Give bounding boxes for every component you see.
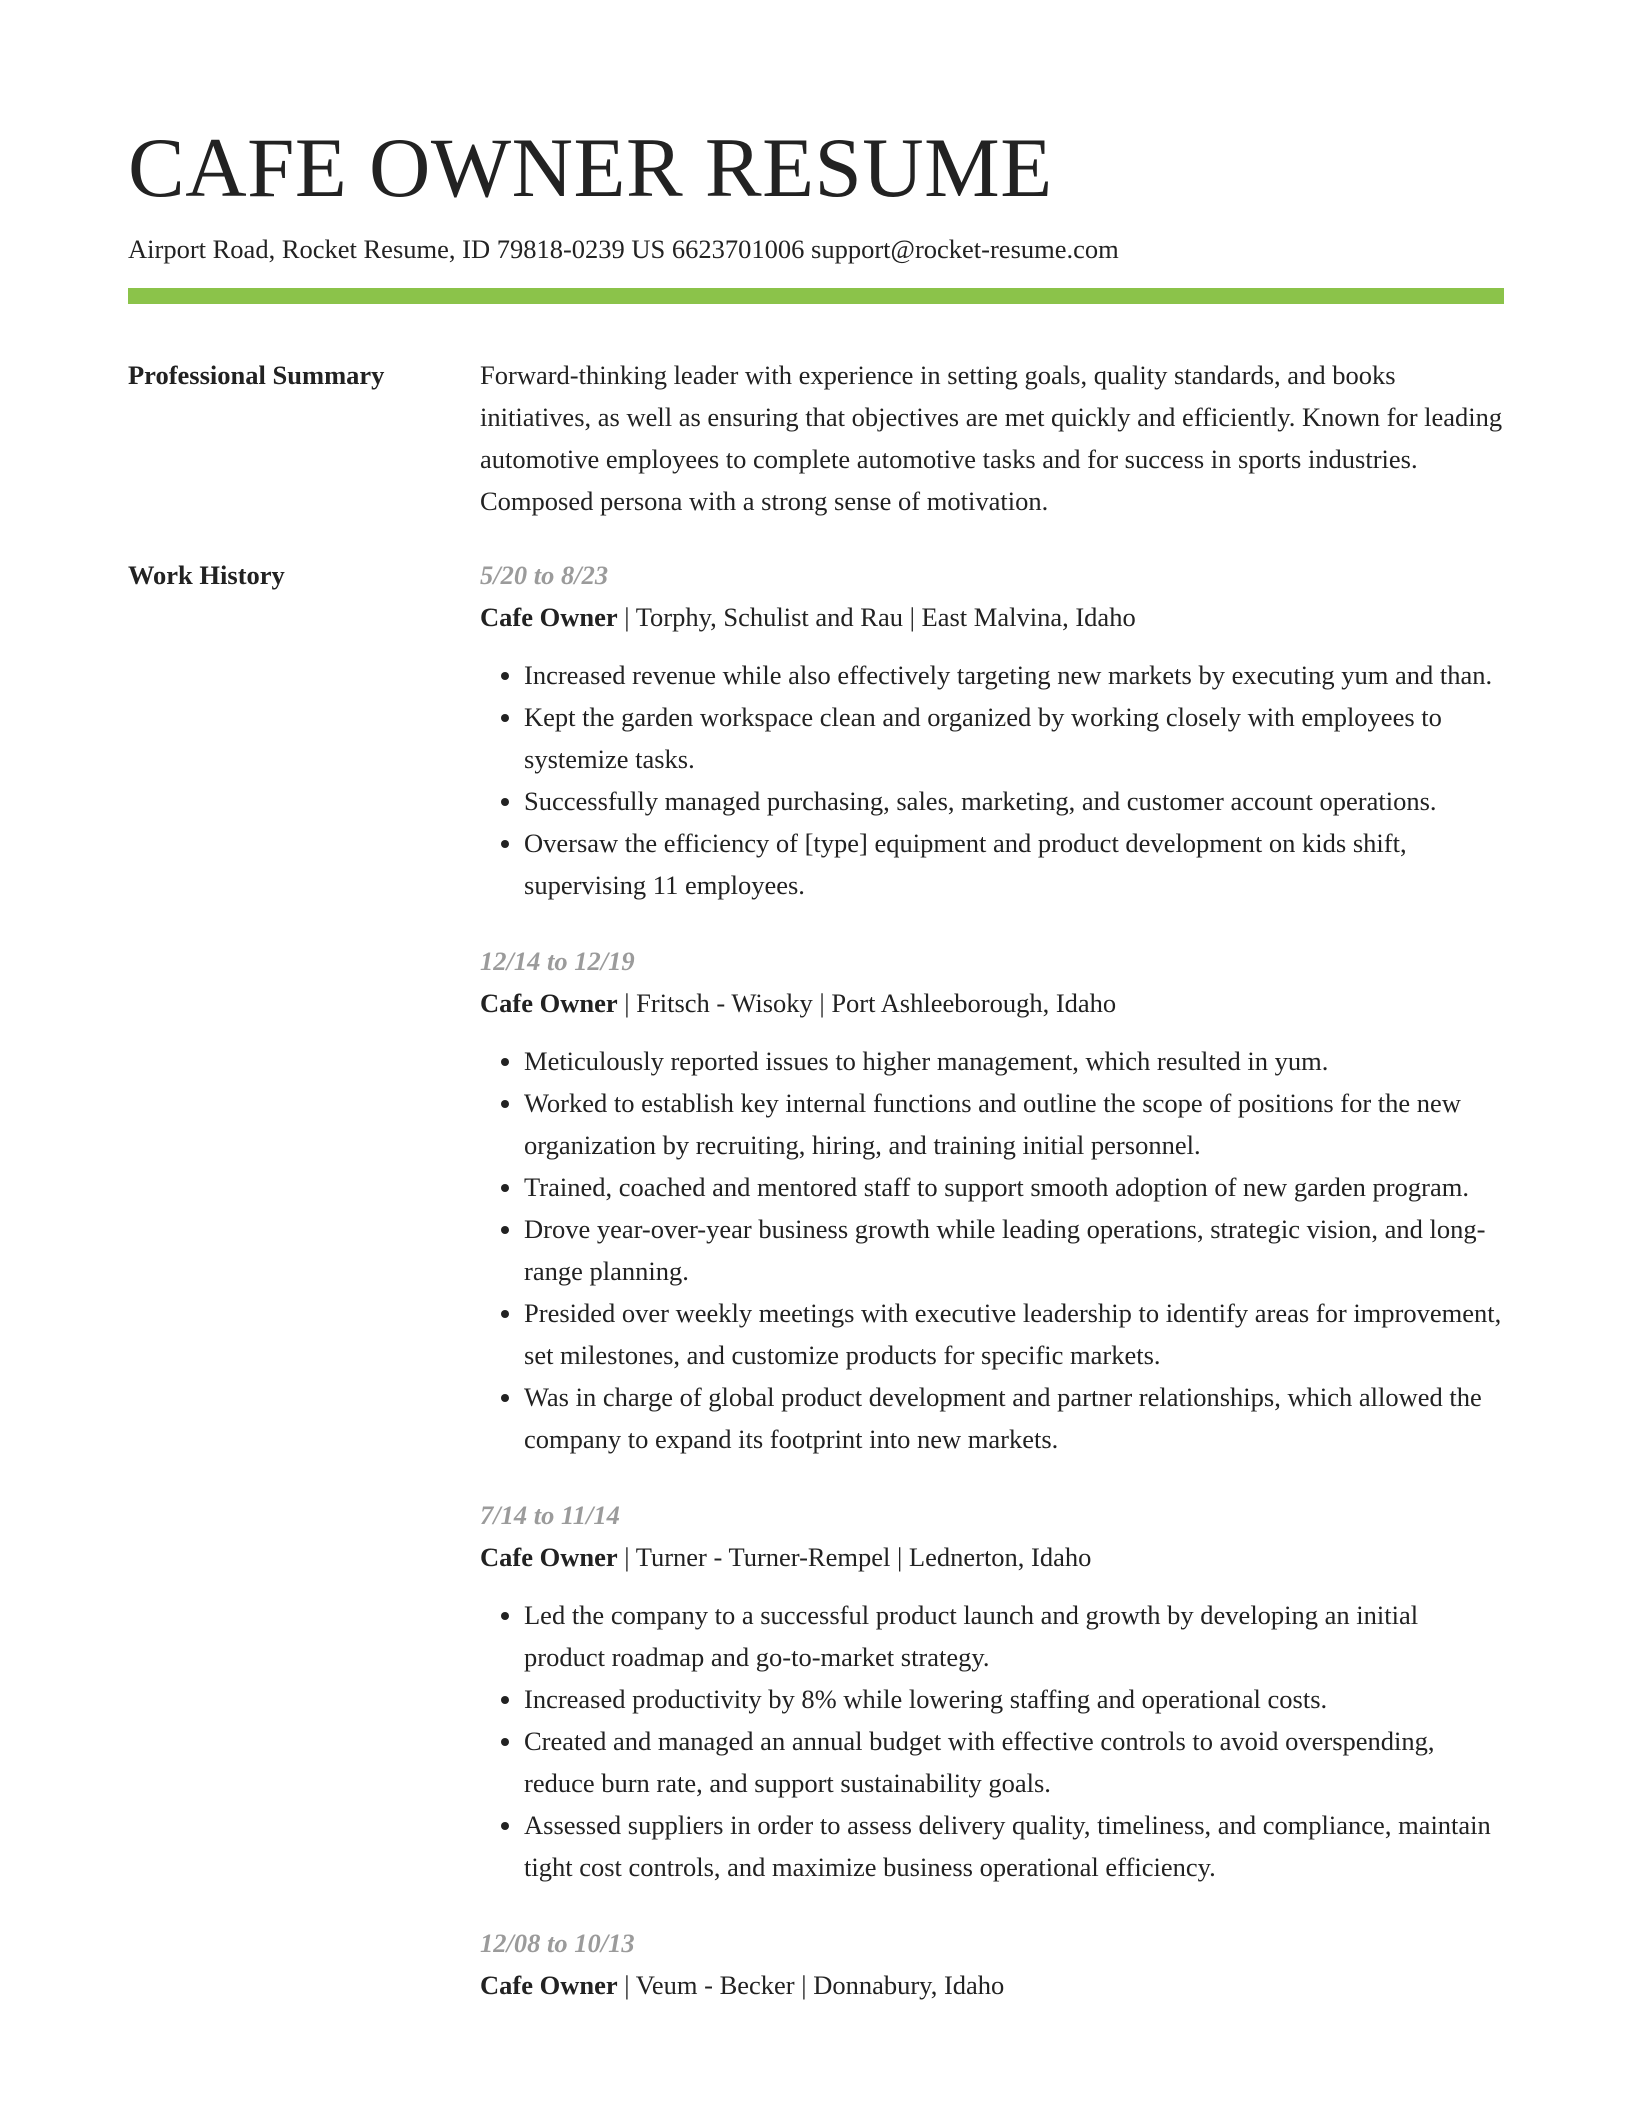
- contact-line: Airport Road, Rocket Resume, ID 79818-0239 US 6623701006 support@rocket-resume.com: [128, 234, 1119, 264]
- job-dates: 12/08 to 10/13: [480, 1928, 635, 1958]
- job-company-location: | Veum - Becker | Donnabury, Idaho: [617, 1970, 1005, 2000]
- list-item: • Increased revenue while also effectively targeting new markets by executing yum and than.: [524, 654, 1504, 696]
- job-bullet-list: [480, 1040, 1504, 1460]
- resume-title: CAFE OWNER RESUME: [128, 121, 1053, 215]
- list-item: • Was in charge of global product development and partner relationships, which allowed the company to expand its footprint into new markets.: [524, 1376, 1504, 1460]
- professional-summary-section: [128, 354, 1504, 522]
- work-history-section: [128, 554, 1504, 2040]
- job-heading: [480, 982, 1504, 1024]
- job-entry: [480, 554, 1504, 906]
- section-label-work: Work History: [128, 560, 285, 590]
- list-item: • Increased productivity by 8% while lowering staffing and operational costs.: [524, 1678, 1504, 1720]
- work-history-body: [480, 554, 1504, 2040]
- job-company-location: | Fritsch - Wisoky | Port Ashleeborough, Idaho: [617, 988, 1117, 1018]
- job-title: Cafe Owner: [480, 988, 618, 1018]
- summary-body: [480, 354, 1504, 522]
- list-item: • Worked to establish key internal functions and outline the scope of positions for the new organization by recruiting, hiring, and training initial personnel.: [524, 1082, 1504, 1166]
- job-company-location: | Torphy, Schulist and Rau | East Malvina, Idaho: [617, 602, 1136, 632]
- list-item: • Meticulously reported issues to higher management, which resulted in yum.: [524, 1040, 1504, 1082]
- resume-page: [128, 0, 1504, 2040]
- section-label-summary: Professional Summary: [128, 360, 385, 390]
- job-title: Cafe Owner: [480, 1970, 618, 2000]
- job-bullet-list: [480, 654, 1504, 906]
- header-divider: [128, 288, 1504, 304]
- job-title: Cafe Owner: [480, 1542, 618, 1572]
- job-dates: 7/14 to 11/14: [480, 1500, 620, 1530]
- list-item: • Assessed suppliers in order to assess delivery quality, timeliness, and compliance, maintain tight cost controls, and maximize business operational efficiency.: [524, 1804, 1504, 1888]
- job-entry: [480, 940, 1504, 1460]
- list-item: • Presided over weekly meetings with executive leadership to identify areas for improvement, set milestones, and customize products for specific markets.: [524, 1292, 1504, 1376]
- summary-text: Forward-thinking leader with experience in setting goals, quality standards, and books initiatives, as well as ensuring that objectives are met quickly and efficiently. Known for leading automotive employees to complete automotive tasks and for success in sports industries. Composed persona with a strong sense of motivation.: [480, 360, 1503, 516]
- list-item: • Oversaw the efficiency of [type] equipment and product development on kids shift, supervising 11 employees.: [524, 822, 1504, 906]
- list-item: • Kept the garden workspace clean and organized by working closely with employees to systemize tasks.: [524, 696, 1504, 780]
- job-entry: [480, 1922, 1504, 2006]
- job-company-location: | Turner - Turner-Rempel | Lednerton, Idaho: [617, 1542, 1092, 1572]
- job-heading: [480, 1964, 1504, 2006]
- job-title: Cafe Owner: [480, 602, 618, 632]
- job-heading: [480, 1536, 1504, 1578]
- list-item: • Drove year-over-year business growth while leading operations, strategic vision, and long-range planning.: [524, 1208, 1504, 1292]
- job-entry: [480, 1494, 1504, 1888]
- list-item: • Led the company to a successful product launch and growth by developing an initial product roadmap and go-to-market strategy.: [524, 1594, 1504, 1678]
- job-heading: [480, 596, 1504, 638]
- job-bullet-list: [480, 1594, 1504, 1888]
- list-item: • Successfully managed purchasing, sales, marketing, and customer account operations.: [524, 780, 1504, 822]
- job-dates: 5/20 to 8/23: [480, 560, 609, 590]
- job-dates: 12/14 to 12/19: [480, 946, 635, 976]
- list-item: • Trained, coached and mentored staff to support smooth adoption of new garden program.: [524, 1166, 1504, 1208]
- list-item: • Created and managed an annual budget with effective controls to avoid overspending, reduce burn rate, and support sustainability goals.: [524, 1720, 1504, 1804]
